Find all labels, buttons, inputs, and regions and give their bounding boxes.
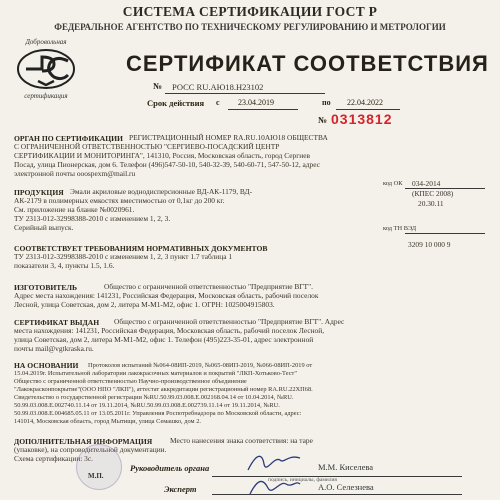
organ-line: РЕГИСТРАЦИОННЫЙ НОМЕР RA.RU.10АЮ18 ОБЩЕСТВА [129, 133, 328, 142]
basis-line: 141014, Московская область, город Мытищи, улица Семашко, дом 2. [14, 418, 201, 425]
certificate-number: РОСС RU.АЮ18.Н23102 [172, 82, 264, 92]
head-name: М.М. Киселева [318, 462, 374, 472]
mp-label: М.П. [88, 472, 104, 480]
basis-line: 50.99.03.008.Е.002740.11.14 от 19.11.2014, №RU.50.99.03.008.Е.002739.11.14 от 19.11.2014, №RU. [14, 402, 280, 409]
signature-caption: подпись, инициалы, фамилия [268, 477, 337, 483]
product-line: ТУ 2313-012-32998388-2010 с изменением 1, 2, 3. [14, 214, 171, 223]
number-label: № [153, 81, 163, 91]
date-to: 22.04.2022 [347, 98, 383, 107]
system-title: СИСТЕМА СЕРТИФИКАЦИИ ГОСТ Р [122, 4, 378, 19]
manufacturer-line: Общество с ограниченной ответственностью "Предприятие ВГТ". [104, 282, 313, 291]
rst-mark-icon [16, 47, 76, 91]
manufacturer-line: Адрес места нахождения: 141231, Российская Федерация, Московская область, рабочий поселок [14, 291, 319, 300]
tn-ved-code: 3209 10 000 9 [408, 240, 451, 249]
organ-line: СЕРТИФИКАЦИИ И МОНИТОРИНГА", 141310, Россия, Московская область, город Сергиев [14, 151, 310, 160]
basis-line: Протоколов испытаний №064-08ИП-2019, №065-08ИП-2019, №066-08ИП-2019 от [88, 362, 313, 369]
product-line: Эмали акриловые воднодисперсионные ВД-АК-1179, ВД- [70, 187, 253, 196]
product-label: ПРОДУКЦИЯ [14, 188, 64, 197]
requirements-line: ТУ 2313-012-32998388-2010 с изменением 1, 2, 3 пункт 1.7 таблица 1 [14, 252, 233, 261]
issued-line: улица Советская, дом 2, литера М-М1-М2, офис 1. Телефон (495)223-35-01, адрес электронной [14, 335, 314, 344]
logo-top-text: Добровольная [25, 38, 67, 46]
additional-label: ДОПОЛНИТЕЛЬНАЯ ИНФОРМАЦИЯ [14, 437, 153, 446]
requirements-label: СООТВЕТСТВУЕТ ТРЕБОВАНИЯМ НОРМАТИВНЫХ ДОКУМЕНТОВ [14, 244, 268, 253]
serial-number: 0313812 [331, 111, 393, 127]
basis-line: 50.99.03.008.Е.004685.05.11 от 13.05.2011г. Управления Роспотребнадзора по Московской области, адрес: [14, 410, 302, 417]
rst-logo [14, 38, 78, 104]
basis-line: Общество с ограниченной ответственностью Научно-производственное объединение [14, 378, 247, 385]
basis-line: Свидетельство о государственной регистрации №RU.50.99.03.008.Е.002168.04.14 от 10.04.2014, №RU. [14, 394, 294, 401]
issued-line: Общество с ограниченной ответственностью "Предприятие ВГТ". Адрес [114, 317, 345, 326]
basis-line: 15.04.2019г. Испытательной лаборатории лакокрасочных материалов и покрытий "ЛКП-Хотьково-Тест" [14, 370, 297, 377]
expert-name: А.О. Селезнева [318, 482, 374, 492]
manufacturer-line: Лесной, улица Советская, дом 2, литера М-М1-М2, офис 1. ОГРН: 1025004915803. [14, 300, 275, 309]
kpes-code: (КПЕС 2008) [412, 189, 454, 198]
serial-label: № [318, 115, 328, 125]
organ-line: С ОГРАНИЧЕННОЙ ОТВЕТСТВЕННОСТЬЮ "СЕРГИЕВО-ПОСАДСКИЙ ЦЕНТР [14, 142, 280, 151]
certificate-title: СЕРТИФИКАТ СООТВЕТСТВИЯ [126, 51, 489, 76]
ok-underline [405, 188, 485, 189]
stamp-seal [76, 444, 122, 490]
manufacturer-label: ИЗГОТОВИТЕЛЬ [14, 283, 78, 292]
basis-line: "Лакокрасконпокрытие"(ООО НПО "ЛКП"), аттестат аккредитации регистрационный номер RA.RU.22ХП68. [14, 386, 313, 393]
requirements-line: показатели 3, 4, пункты 1.5, 1.6. [14, 261, 115, 270]
product-line: Серийный выпуск. [14, 223, 74, 232]
logo-bottom-text: сертификация [24, 92, 68, 100]
additional-line: Схема сертификации: 3с. [14, 454, 94, 463]
date-from: 23.04.2019 [238, 98, 274, 107]
additional-line: Место нанесения знака соответствия: на таре [170, 436, 313, 445]
agency-title: ФЕДЕРАЛЬНОЕ АГЕНТСТВО ПО ТЕХНИЧЕСКОМУ РЕГУЛИРОВАНИЮ И МЕТРОЛОГИИ [54, 22, 446, 32]
issued-label: СЕРТИФИКАТ ВЫДАН [14, 318, 100, 327]
product-line: АК-2179 в полимерных емкостях вместимостью от 0,1кг до 200 кг. [14, 196, 225, 205]
product-code: 20.30.11 [418, 199, 444, 208]
issued-line: места нахождения: 141231, Российская Федерация, Московская область, рабочий поселок Лесной, [14, 326, 325, 335]
tn-ved-label: код ТН ВЭД [383, 225, 417, 232]
issued-line: почты mail@vgtkraska.ru. [14, 344, 94, 353]
validity-from-label: с [216, 98, 220, 107]
basis-label: НА ОСНОВАНИИ [14, 361, 79, 370]
tn-ved-underline [405, 233, 485, 234]
date-from-underline [228, 109, 298, 110]
expert-signature-line [212, 494, 462, 495]
validity-label: Срок действия [147, 98, 205, 108]
organ-label: ОРГАН ПО СЕРТИФИКАЦИИ [14, 134, 123, 143]
organ-line: Посад, улица Пионерская, дом 6. Телефон (496)547-50-10, 540-32-39, 540-60-71, 547-50-12, адрес [14, 160, 320, 169]
number-underline [165, 93, 325, 94]
head-label: Руководитель органа [130, 463, 210, 473]
date-to-underline [336, 109, 400, 110]
organ-line: электронной почты ooospexm@mail.ru [14, 169, 136, 178]
expert-label: Эксперт [164, 484, 197, 494]
validity-to-label: по [322, 98, 331, 107]
additional-line: (упаковке), на сопроводительной документации. [14, 445, 167, 454]
product-line: См. приложение на бланке №0020961. [14, 205, 135, 214]
ok-code: 034-2014 [412, 179, 441, 188]
ok-code-label: код ОК [383, 180, 403, 187]
